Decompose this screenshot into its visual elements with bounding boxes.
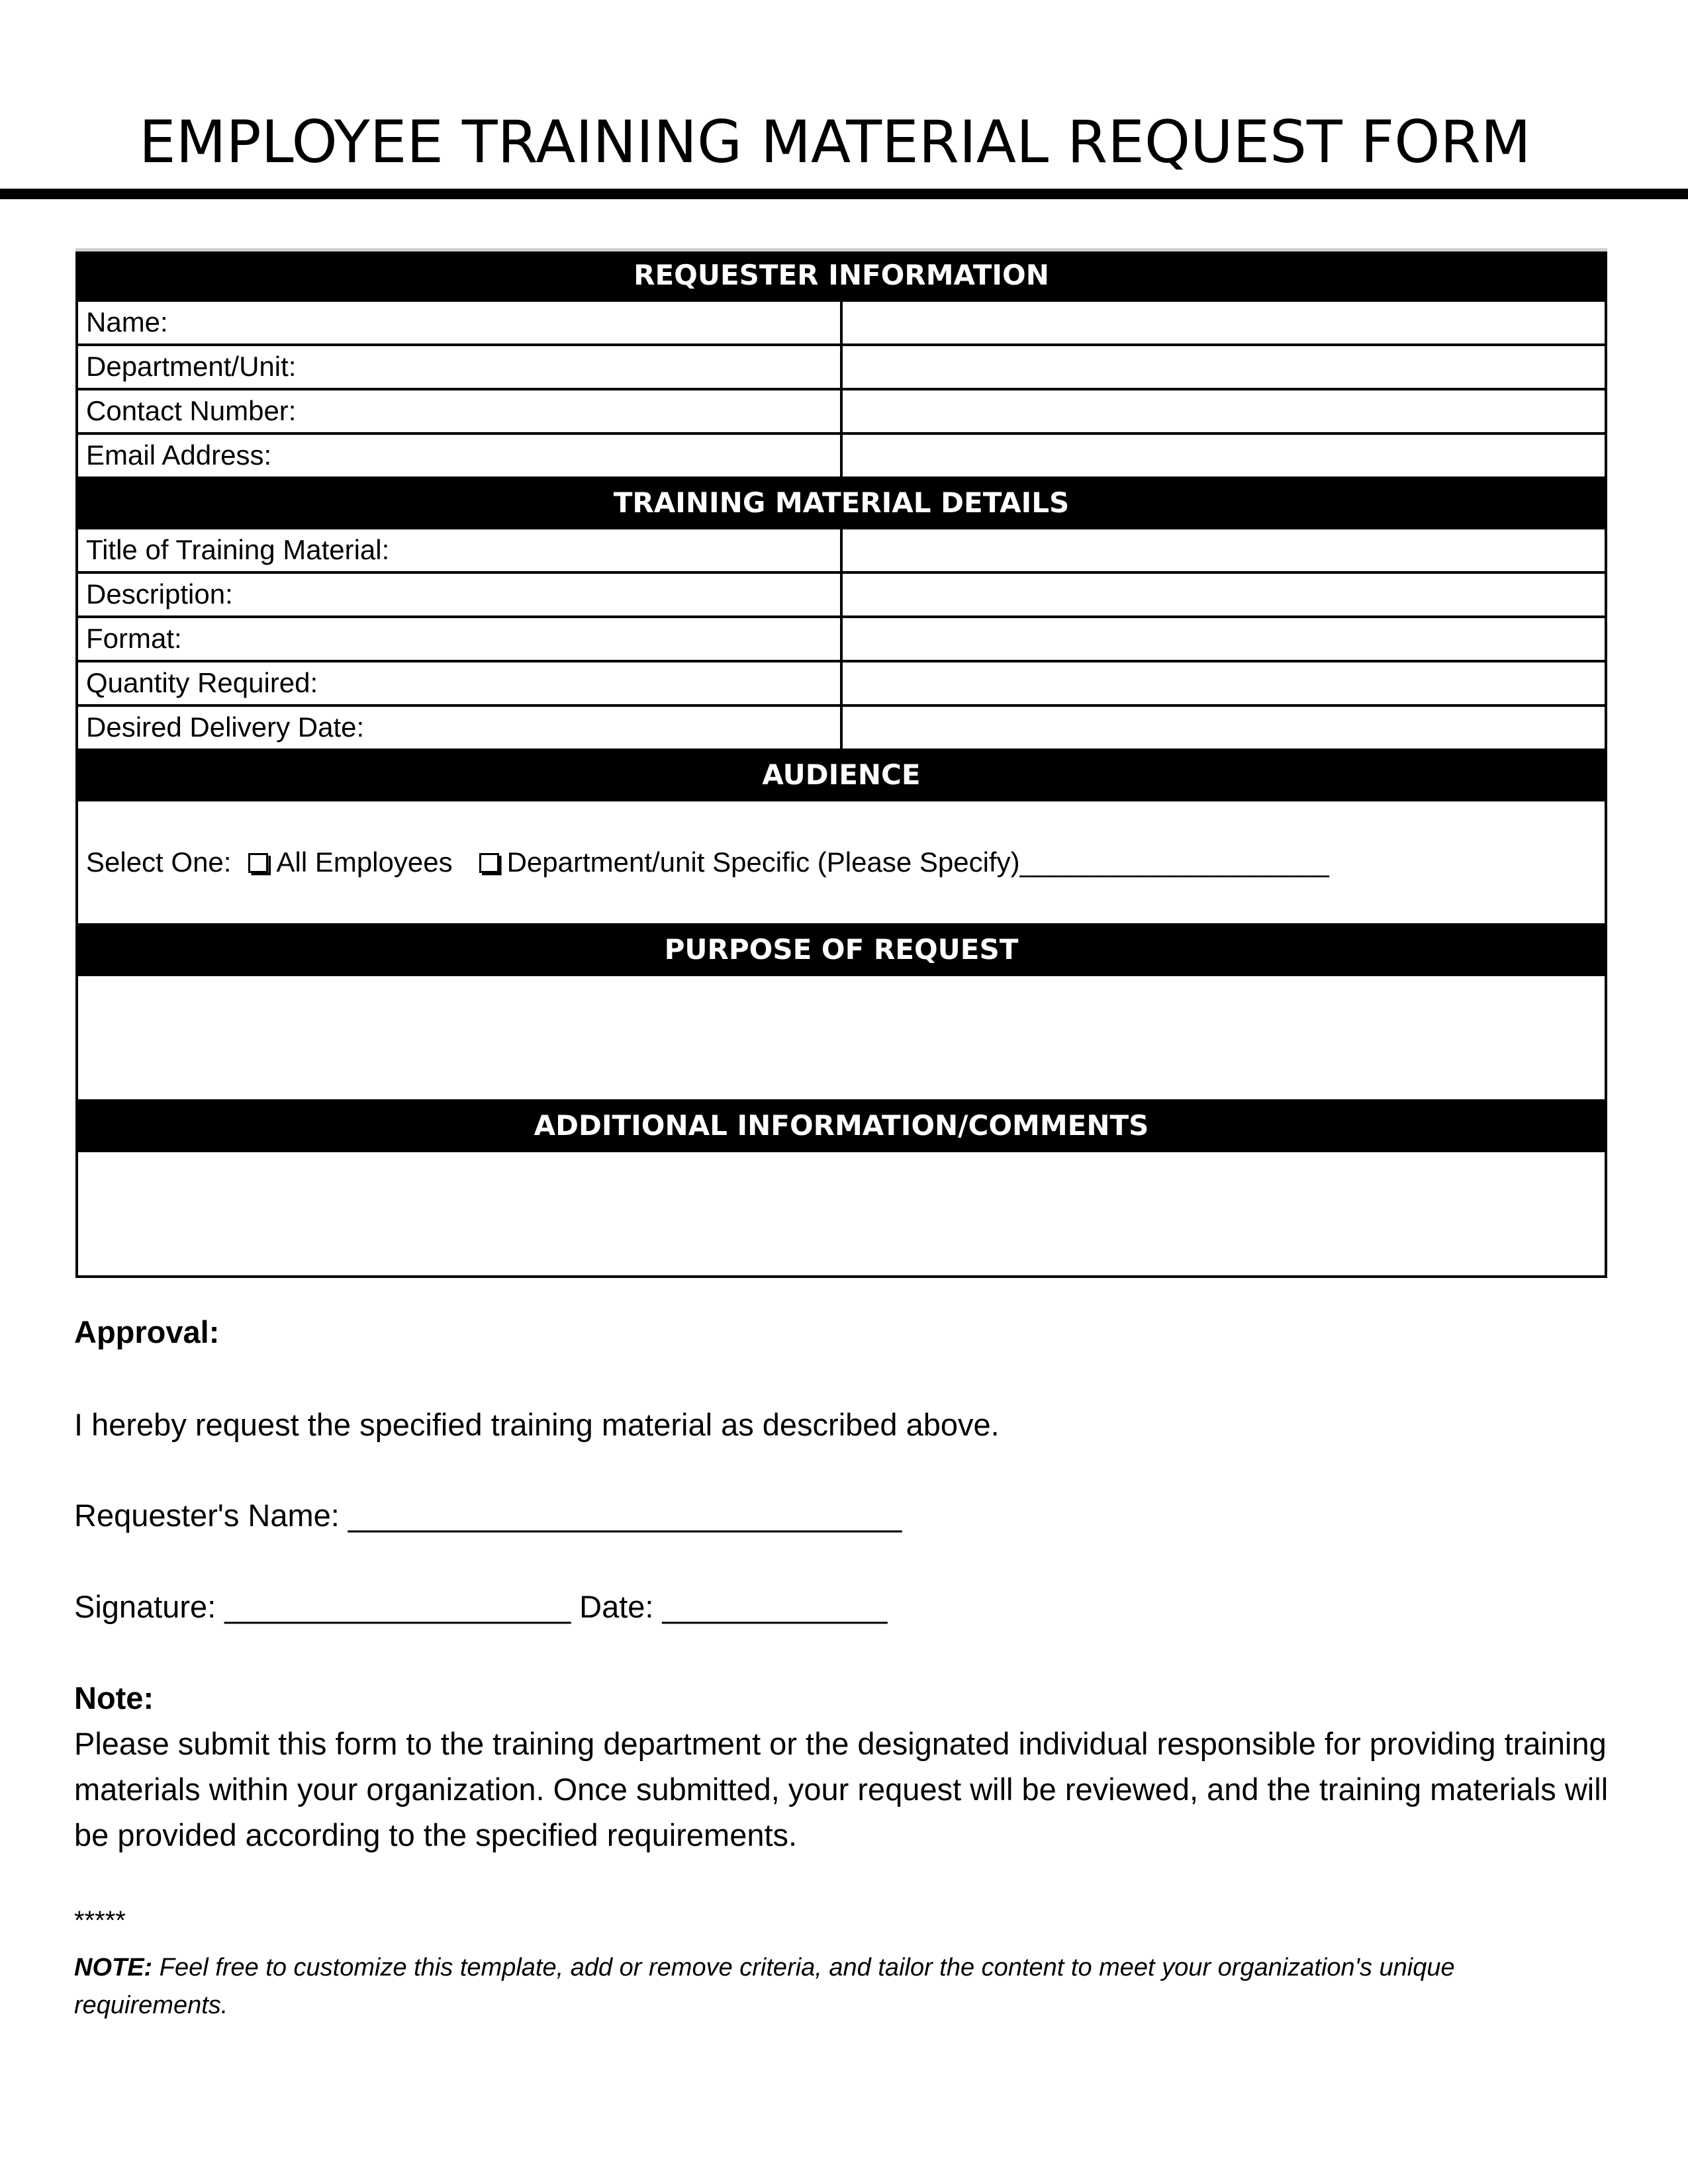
contact-number-field[interactable] (841, 389, 1606, 433)
template-footnote (74, 1949, 1597, 2025)
format-label: Format: (77, 617, 841, 661)
form-row-description (77, 572, 1606, 617)
separator-stars: ***** (74, 1906, 126, 1935)
section-header-requester (77, 250, 1606, 300)
audience-heading: AUDIENCE (77, 750, 1606, 800)
material-title-field[interactable] (841, 528, 1606, 572)
form-row-delivery-date (77, 705, 1606, 750)
purpose-field[interactable] (77, 975, 1606, 1101)
additional-info-heading: ADDITIONAL INFORMATION/COMMENTS (77, 1101, 1606, 1151)
delivery-date-field[interactable] (841, 705, 1606, 750)
description-label: Description: (77, 572, 841, 617)
form-row-department (77, 345, 1606, 389)
name-field[interactable] (841, 300, 1606, 345)
department-unit-field[interactable] (841, 345, 1606, 389)
footnote-text: Feel free to customize this template, add or remove criteria, and tailor the content to meet your organization's unique requirements. (74, 1954, 1455, 2019)
all-employees-label: All Employees (276, 846, 453, 878)
purpose-heading: PURPOSE OF REQUEST (77, 925, 1606, 975)
approval-heading: Approval: (74, 1314, 220, 1349)
name-label: Name: (77, 300, 841, 345)
section-header-audience (77, 750, 1606, 800)
email-address-field[interactable] (841, 433, 1606, 478)
requester-information-heading: REQUESTER INFORMATION (77, 250, 1606, 300)
select-one-label: Select One: (86, 846, 232, 878)
requester-name-line[interactable]: Requester's Name: ________________________________ (74, 1498, 902, 1533)
form-row-name (77, 300, 1606, 345)
material-title-label: Title of Training Material: (77, 528, 841, 572)
description-field[interactable] (841, 572, 1606, 617)
department-specific-checkbox[interactable] (479, 853, 499, 873)
footnote-label: NOTE: (74, 1954, 153, 1981)
quantity-field[interactable] (841, 661, 1606, 705)
form-row-contact (77, 389, 1606, 433)
audience-cell (77, 800, 1606, 925)
all-employees-checkbox[interactable] (248, 853, 268, 873)
form-row-email (77, 433, 1606, 478)
form-row-quantity (77, 661, 1606, 705)
section-header-additional (77, 1101, 1606, 1151)
title-divider (0, 189, 1688, 199)
form-row-format (77, 617, 1606, 661)
form-row-audience (77, 800, 1606, 925)
form-row-additional (77, 1151, 1606, 1277)
training-material-details-heading: TRAINING MATERIAL DETAILS (77, 478, 1606, 528)
delivery-date-label: Desired Delivery Date: (77, 705, 841, 750)
form-row-purpose (77, 975, 1606, 1101)
additional-info-field[interactable] (77, 1151, 1606, 1277)
department-unit-label: Department/Unit: (77, 345, 841, 389)
form-title: EMPLOYEE TRAINING MATERIAL REQUEST FORM (139, 108, 1531, 176)
section-header-details (77, 478, 1606, 528)
format-field[interactable] (841, 617, 1606, 661)
request-form-table (75, 248, 1607, 1278)
quantity-label: Quantity Required: (77, 661, 841, 705)
signature-date-line[interactable]: Signature: ____________________ Date: _____________ (74, 1589, 888, 1624)
note-paragraph: Please submit this form to the training department or the designated individual responsible for providing training materials within your organization. Once submitted, your request will be reviewed, and the training materials will be provided according to the specified requirements. (74, 1726, 1609, 1852)
email-address-label: Email Address: (77, 433, 841, 478)
department-specific-label: Department/unit Specific (Please Specify)____________________ (506, 846, 1329, 878)
contact-number-label: Contact Number: (77, 389, 841, 433)
section-header-purpose (77, 925, 1606, 975)
note-heading: Note: (74, 1680, 154, 1715)
form-row-title (77, 528, 1606, 572)
approval-statement: I hereby request the specified training material as described above. (74, 1407, 1000, 1442)
